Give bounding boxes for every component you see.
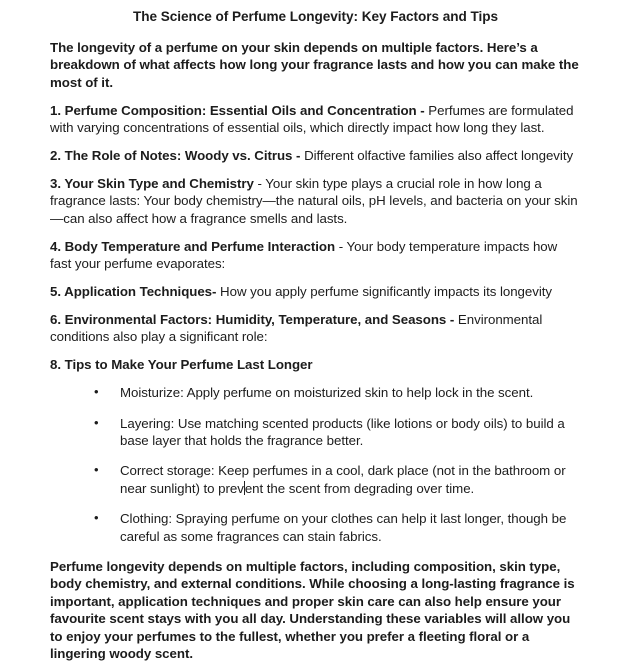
bullet-icon: • (94, 510, 99, 526)
conclusion-paragraph[interactable]: Perfume longevity depends on multiple factors, including composition, skin type, body chemistry, and external conditions. While choosing a long-lasting fragrance is important, application techniques and proper skin care can also help ensure your favourite scent stays with you all day. Understanding these variables will allow you to enjoy your perfumes to the fullest, whether you prefer a fleeting floral or a lingering woody scent. (50, 558, 575, 661)
section-1-paragraph[interactable] (50, 102, 581, 137)
section-2-body: Different olfactive families also affect longevity (300, 148, 574, 164)
section-2-paragraph[interactable] (50, 147, 581, 164)
section-3-body: - Your skin type plays a crucial role in how long a fragrance lasts: Your body chemistry—the natural oils, pH levels, and bacteria on your skin—can also affect how a fragrance smells and lasts. (50, 175, 578, 226)
tip-layering-text: Layering: Use matching scented products (like lotions or body oils) to build a base layer that holds the fragrance better. (120, 415, 565, 448)
bullet-icon: • (94, 384, 99, 400)
section-1-body: Perfumes are formulated with varying concentrations of essential oils, which directly impact how long they last. (50, 102, 574, 136)
tip-clothing-text: Clothing: Spraying perfume on your clothes can help it last longer, though be careful as some fragrances can stain fabrics. (120, 511, 567, 544)
bullet-icon: • (94, 462, 99, 478)
section-8-paragraph[interactable] (50, 356, 581, 373)
section-3-heading: 3. Your Skin Type and Chemistry (50, 175, 254, 191)
document-title[interactable]: The Science of Perfume Longevity: Key Factors and Tips (133, 9, 498, 24)
section-4-paragraph[interactable] (50, 238, 581, 273)
section-1-heading: 1. Perfume Composition: Essential Oils and Concentration - (50, 102, 425, 118)
tip-storage-text-after-caret: ent the scent from degrading over time. (244, 480, 475, 496)
section-6-body: Environmental conditions also play a significant role: (50, 311, 543, 345)
tip-storage-text-before-caret: Correct storage: Keep perfumes in a cool, dark place (not in the bathroom or near sunlight) to prev (120, 463, 566, 496)
section-6-heading: 6. Environmental Factors: Humidity, Temperature, and Seasons - (50, 311, 455, 327)
bullet-icon: • (94, 414, 99, 430)
section-4-body: - Your body temperature impacts how fast your perfume evaporates: (50, 238, 558, 272)
section-2-heading: 2. The Role of Notes: Woody vs. Citrus - (50, 148, 301, 164)
section-3-paragraph[interactable] (50, 175, 581, 227)
section-8-heading: 8. Tips to Make Your Perfume Last Longer (50, 357, 313, 373)
list-item[interactable] (94, 510, 581, 545)
tip-moisturize-text: Moisturize: Apply perfume on moisturized skin to help lock in the scent. (120, 385, 534, 401)
section-5-heading: 5. Application Techniques- (50, 283, 217, 299)
tips-list (50, 384, 581, 545)
section-5-paragraph[interactable] (50, 283, 581, 300)
section-6-paragraph[interactable] (50, 311, 581, 346)
section-5-body: How you apply perfume significantly impacts its longevity (216, 283, 552, 299)
list-item[interactable] (94, 414, 581, 450)
section-4-heading: 4. Body Temperature and Perfume Interaction (50, 238, 336, 254)
list-item[interactable] (94, 462, 581, 497)
list-item[interactable] (94, 384, 581, 401)
intro-paragraph[interactable]: The longevity of a perfume on your skin depends on multiple factors. Here’s a breakdown of what affects how long your fragrance lasts and how you can make the most of it. (50, 40, 579, 90)
